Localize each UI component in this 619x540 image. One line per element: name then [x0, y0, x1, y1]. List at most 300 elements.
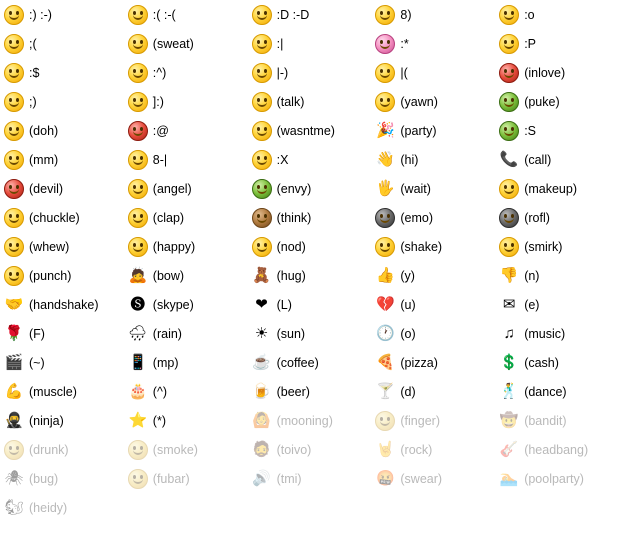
thumbsdown-icon: 👎	[499, 267, 519, 284]
mouth-shape	[257, 71, 267, 78]
emoticon-label: :@	[152, 123, 169, 138]
emoticon-item[interactable]	[248, 58, 372, 87]
emoticon-label: (shake)	[400, 239, 443, 254]
emoticon-label: :S	[524, 123, 536, 138]
emoticon-label: (d)	[400, 384, 416, 399]
emoticon-label: (u)	[400, 297, 416, 312]
emoticon-item[interactable]	[124, 377, 248, 406]
emoticon-item[interactable]	[0, 464, 124, 493]
mail-icon: ✉	[502, 296, 516, 313]
lipssealed-icon	[252, 150, 272, 170]
emoticon-item[interactable]	[248, 0, 372, 29]
emoticon-label: :X	[276, 152, 289, 167]
emoticon-item[interactable]	[371, 58, 495, 87]
emoticon-item[interactable]	[495, 406, 619, 435]
mouth-shape	[257, 13, 267, 20]
mouth-shape	[133, 216, 143, 223]
mouth-shape	[133, 42, 143, 49]
mouth-shape	[9, 13, 19, 20]
emoticon-item[interactable]	[371, 203, 495, 232]
emoticon-item[interactable]	[124, 0, 248, 29]
emoticon-label: (muscle)	[29, 384, 77, 399]
emoticon-item[interactable]	[371, 435, 495, 464]
emoticon-item[interactable]	[124, 232, 248, 261]
mouth-shape	[380, 100, 390, 107]
emoticon-label: (fubar)	[152, 471, 190, 486]
nod-icon	[252, 237, 272, 257]
emoticon-item[interactable]	[248, 319, 372, 348]
coffee-icon: ☕	[252, 354, 271, 371]
mouth-shape	[380, 419, 390, 426]
mouth-shape	[504, 216, 514, 223]
emoticon-label: (think)	[276, 210, 312, 225]
emoticon-label: (o)	[400, 326, 416, 341]
emoticon-label: :^)	[152, 65, 167, 80]
fubar-icon	[128, 469, 148, 489]
emoticon-item[interactable]	[495, 290, 619, 319]
mouth-shape	[9, 129, 19, 136]
emoticon-label: (heidy)	[29, 500, 68, 515]
emoticon-label: (bug)	[29, 471, 59, 486]
emoticon-label: (call)	[524, 152, 552, 167]
bigsmile-icon	[252, 5, 272, 25]
brokenheart-icon: 💔	[376, 296, 395, 313]
emoticon-label: (smirk)	[524, 239, 563, 254]
cake-icon: 🎂	[128, 383, 148, 400]
tmi-icon: 🔊	[252, 470, 271, 487]
emoticon-label: (~)	[29, 355, 45, 370]
emoticon-label: |-)	[276, 65, 289, 80]
emoticon-label: (cash)	[524, 355, 559, 370]
emoticon-item[interactable]	[495, 174, 619, 203]
emoticon-item[interactable]	[495, 377, 619, 406]
swear-icon: 🤬	[376, 470, 395, 487]
emoticon-item[interactable]	[0, 348, 124, 377]
emoticon-label: (chuckle)	[29, 210, 80, 225]
emoticon-item[interactable]	[495, 0, 619, 29]
emoticon-item[interactable]	[248, 174, 372, 203]
emoticon-item[interactable]	[248, 435, 372, 464]
emoticon-label: (hug)	[276, 268, 306, 283]
film-icon: 🎬	[4, 354, 24, 371]
emoticon-item[interactable]	[0, 319, 124, 348]
emoticon-label: (party)	[400, 123, 437, 138]
emoticon-label: (toivo)	[276, 442, 312, 457]
emoticon-item[interactable]	[0, 261, 124, 290]
emoticon-label: (smoke)	[152, 442, 198, 457]
headbang-icon: 🎸	[499, 441, 519, 458]
mouth-shape	[257, 187, 267, 194]
mouth-shape	[504, 245, 514, 252]
tongueout-icon	[499, 34, 519, 54]
clock-icon: 🕐	[376, 325, 395, 342]
muscle-icon: 💪	[4, 383, 24, 400]
emoticon-label: (mp)	[152, 355, 179, 370]
emoticon-item[interactable]	[0, 435, 124, 464]
emoticon-item[interactable]	[371, 261, 495, 290]
emoticon-item[interactable]	[495, 232, 619, 261]
smoke-icon	[128, 440, 148, 460]
rock-icon: 🤘	[376, 441, 395, 458]
emoticon-item[interactable]	[0, 290, 124, 319]
mouth-shape	[133, 13, 143, 20]
emoticon-item[interactable]	[124, 58, 248, 87]
emoticon-label: (wait)	[400, 181, 431, 196]
worried-icon	[499, 121, 519, 141]
emoticon-item[interactable]	[248, 261, 372, 290]
mouth-shape	[133, 245, 143, 252]
mouth-shape	[9, 274, 19, 281]
mouth-shape	[257, 129, 267, 136]
emoticon-item[interactable]	[0, 0, 124, 29]
bow-icon: 🙇	[128, 267, 148, 284]
mouth-shape	[504, 71, 514, 78]
mmm-icon	[4, 150, 24, 170]
mouth-shape	[133, 158, 143, 165]
emoticon-label: ]:)	[152, 94, 164, 109]
emoticon-label: (tmi)	[276, 471, 302, 486]
heidy-icon: 🐿	[4, 499, 24, 516]
emoticon-item[interactable]	[248, 464, 372, 493]
emoticon-item[interactable]	[248, 29, 372, 58]
call-icon: 📞	[499, 151, 519, 168]
emoticon-item[interactable]	[248, 290, 372, 319]
rain-icon: 🌧	[128, 325, 148, 342]
emoticon-label: :*	[400, 36, 409, 51]
emoticon-item[interactable]	[0, 145, 124, 174]
emoticon-label: (bow)	[152, 268, 185, 283]
emoticon-item[interactable]	[124, 145, 248, 174]
emoticon-item[interactable]	[371, 464, 495, 493]
mouth-shape	[133, 477, 143, 484]
mouth-shape	[504, 13, 514, 20]
shake-icon	[375, 237, 395, 257]
punch-icon	[4, 266, 24, 286]
mouth-shape	[504, 100, 514, 107]
emoticon-item[interactable]	[0, 58, 124, 87]
emoticon-item[interactable]	[0, 87, 124, 116]
emoticon-label: :|	[276, 36, 284, 51]
mouth-shape	[133, 448, 143, 455]
emoticon-item[interactable]	[371, 232, 495, 261]
emoticon-label: (puke)	[524, 94, 560, 109]
skype-icon: 🅢	[130, 296, 146, 313]
think-icon	[252, 208, 272, 228]
emoticon-item[interactable]	[124, 464, 248, 493]
clap-icon	[128, 208, 148, 228]
emoticon-label: 8)	[400, 7, 412, 22]
mouth-shape	[380, 13, 390, 20]
bandit-icon: 🤠	[499, 412, 519, 429]
drunk-icon	[4, 440, 24, 460]
mouth-shape	[9, 100, 19, 107]
emoticon-label: (happy)	[152, 239, 196, 254]
emoticon-item[interactable]	[124, 87, 248, 116]
emoticon-label: (ninja)	[29, 413, 64, 428]
envy-icon	[252, 179, 272, 199]
mouth-shape	[9, 71, 19, 78]
star-icon: ⭐	[128, 412, 148, 429]
whew-icon	[4, 237, 24, 257]
emoticon-label: (skype)	[152, 297, 194, 312]
emoticon-item[interactable]	[371, 0, 495, 29]
makeup-icon	[499, 179, 519, 199]
emoticon-item[interactable]	[495, 29, 619, 58]
emoticon-item[interactable]	[371, 145, 495, 174]
mouth-shape	[9, 42, 19, 49]
mobile-icon: 📱	[128, 354, 148, 371]
mouth-shape	[257, 100, 267, 107]
emoticon-item[interactable]	[124, 290, 248, 319]
wondering-icon	[128, 63, 148, 83]
emoticon-item[interactable]	[495, 348, 619, 377]
thumbsup-icon: 👍	[376, 267, 395, 284]
emoticon-label: (devil)	[29, 181, 64, 196]
emoticon-label: (pizza)	[400, 355, 438, 370]
emoticon-label: (nod)	[276, 239, 306, 254]
sleepy-icon	[252, 63, 272, 83]
emoticon-label: (clap)	[152, 210, 185, 225]
puke-icon	[499, 92, 519, 112]
emoticon-item[interactable]	[0, 406, 124, 435]
mouth-shape	[9, 158, 19, 165]
mouth-shape	[257, 245, 267, 252]
emoticon-item[interactable]	[495, 145, 619, 174]
emoticon-label: (dance)	[524, 384, 567, 399]
doh-icon	[4, 121, 24, 141]
sun-icon: ☀	[254, 325, 269, 342]
emoticon-item[interactable]	[371, 406, 495, 435]
emoticon-label: (rofl)	[524, 210, 550, 225]
emoticon-item[interactable]	[371, 348, 495, 377]
mouth-shape	[9, 216, 19, 223]
emoticon-item[interactable]	[495, 464, 619, 493]
emoticon-label: (n)	[524, 268, 540, 283]
poolparty-icon: 🏊	[499, 470, 519, 487]
emoticon-item[interactable]	[248, 203, 372, 232]
mouth-shape	[504, 129, 514, 136]
emoticon-item[interactable]	[0, 29, 124, 58]
cool-icon	[375, 5, 395, 25]
emoticon-label: (y)	[400, 268, 415, 283]
yawn-icon	[375, 92, 395, 112]
mouth-shape	[9, 245, 19, 252]
handshake-icon: 🤝	[4, 296, 24, 313]
mouth-shape	[380, 216, 390, 223]
drink-icon: 🍸	[376, 383, 395, 400]
emoticon-label: (punch)	[29, 268, 72, 283]
mooning-icon: 🙆	[252, 412, 271, 429]
emoticon-item[interactable]	[0, 174, 124, 203]
emoticon-label: (doh)	[29, 123, 59, 138]
emoticon-item[interactable]	[495, 58, 619, 87]
emoticon-label: (F)	[29, 326, 45, 341]
rofl-icon	[499, 208, 519, 228]
emoticon-item[interactable]	[248, 145, 372, 174]
emoticon-item[interactable]	[248, 87, 372, 116]
mouth-shape	[9, 187, 19, 194]
emoticon-label: (swear)	[400, 471, 443, 486]
surprised-icon	[499, 5, 519, 25]
emoticon-label: (sweat)	[152, 36, 194, 51]
emoticon-label: (emo)	[400, 210, 434, 225]
emoticon-label: (poolparty)	[524, 471, 584, 486]
emoticon-item[interactable]	[124, 348, 248, 377]
wait-icon: 🖐	[376, 180, 395, 197]
emoticon-label: :$	[29, 65, 40, 80]
emoticon-item[interactable]	[371, 116, 495, 145]
angel-icon	[128, 179, 148, 199]
emoticon-label: (mm)	[29, 152, 59, 167]
emoticon-item[interactable]	[248, 232, 372, 261]
emoticon-item[interactable]	[0, 116, 124, 145]
emoticon-item[interactable]	[0, 232, 124, 261]
emoticon-item[interactable]	[124, 406, 248, 435]
heart-icon: ❤	[255, 296, 268, 313]
emoticon-label: (headbang)	[524, 442, 589, 457]
mouth-shape	[504, 187, 514, 194]
emo-icon	[375, 208, 395, 228]
emoticon-label: (angel)	[152, 181, 192, 196]
devil-icon	[4, 179, 24, 199]
emoticon-label: (talk)	[276, 94, 305, 109]
sad-icon	[128, 5, 148, 25]
emoticon-item[interactable]	[495, 261, 619, 290]
emoticon-label: :D :-D	[276, 7, 310, 22]
kiss-icon	[375, 34, 395, 54]
cry-icon	[4, 34, 24, 54]
inlove-icon	[499, 63, 519, 83]
emoticon-item[interactable]	[124, 29, 248, 58]
emoticon-label: (*)	[152, 413, 166, 428]
smirk-icon	[499, 237, 519, 257]
emoticon-label: :( :-(	[152, 7, 176, 22]
ninja-icon: 🥷	[4, 412, 24, 429]
cash-icon: 💲	[499, 354, 519, 371]
mouth-shape	[9, 448, 19, 455]
emoticon-label: (rain)	[152, 326, 182, 341]
flower-icon: 🌹	[4, 325, 24, 342]
emoticon-item[interactable]	[248, 116, 372, 145]
emoticon-item[interactable]	[495, 116, 619, 145]
sweat-icon	[128, 34, 148, 54]
emoticon-item[interactable]	[248, 406, 372, 435]
evilgrin-icon	[128, 92, 148, 112]
emoticon-item[interactable]	[495, 87, 619, 116]
mouth-shape	[380, 245, 390, 252]
emoticon-label: (^)	[152, 384, 167, 399]
emoticon-item[interactable]	[371, 29, 495, 58]
emoticon-label: (rock)	[400, 442, 433, 457]
emoticon-item[interactable]	[495, 435, 619, 464]
emoticon-item[interactable]	[124, 435, 248, 464]
dull-icon	[375, 63, 395, 83]
hi-icon: 👋	[376, 151, 395, 168]
emoticon-label: (inlove)	[524, 65, 566, 80]
dance-icon: 🕺	[499, 383, 519, 400]
mouth-shape	[133, 187, 143, 194]
emoticon-label: 8-|	[152, 152, 168, 167]
emoticon-label: ;)	[29, 94, 37, 109]
emoticon-label: (bandit)	[524, 413, 567, 428]
emoticon-item[interactable]	[371, 290, 495, 319]
emoticon-item[interactable]	[495, 319, 619, 348]
mouth-shape	[257, 216, 267, 223]
emoticon-label: (drunk)	[29, 442, 69, 457]
emoticon-item[interactable]	[371, 174, 495, 203]
emoticon-label: :) :-)	[29, 7, 52, 22]
wink-icon	[4, 92, 24, 112]
emoticon-label: (yawn)	[400, 94, 438, 109]
emoticon-item[interactable]	[371, 319, 495, 348]
emoticon-label: (L)	[276, 297, 292, 312]
mouth-shape	[133, 71, 143, 78]
happy-icon	[128, 237, 148, 257]
emoticon-label: (music)	[524, 326, 566, 341]
wasntme-icon	[252, 121, 272, 141]
mouth-shape	[257, 158, 267, 165]
emoticon-label: (beer)	[276, 384, 310, 399]
talk-icon	[252, 92, 272, 112]
nerd-icon	[128, 150, 148, 170]
mouth-shape	[257, 42, 267, 49]
mouth-shape	[504, 42, 514, 49]
music-icon: ♫	[503, 325, 515, 342]
emoticon-item[interactable]	[0, 377, 124, 406]
emoticon-label: (coffee)	[276, 355, 319, 370]
emoticon-item[interactable]	[248, 377, 372, 406]
emoticon-label: (envy)	[276, 181, 312, 196]
beer-icon: 🍺	[252, 383, 271, 400]
emoticon-item[interactable]	[371, 377, 495, 406]
emoticon-label: (whew)	[29, 239, 70, 254]
smile-icon	[4, 5, 24, 25]
angry-icon	[128, 121, 148, 141]
emoticon-label: (handshake)	[29, 297, 99, 312]
emoticon-item[interactable]	[124, 116, 248, 145]
party-icon: 🎉	[376, 122, 395, 139]
mouth-shape	[133, 129, 143, 136]
emoticon-label: (mooning)	[276, 413, 333, 428]
emoticon-label: (e)	[524, 297, 540, 312]
emoticon-label: ;(	[29, 36, 37, 51]
emoticon-item[interactable]	[124, 261, 248, 290]
mouth-shape	[380, 71, 390, 78]
blush-icon	[4, 63, 24, 83]
emoticon-label: (makeup)	[524, 181, 577, 196]
emoticon-item[interactable]	[124, 319, 248, 348]
emoticon-item[interactable]	[124, 203, 248, 232]
mouth-shape	[380, 42, 390, 49]
pizza-icon: 🍕	[376, 354, 395, 371]
emoticon-item[interactable]	[495, 203, 619, 232]
emoticon-item[interactable]	[248, 348, 372, 377]
mouth-shape	[133, 100, 143, 107]
emoticon-label: |(	[400, 65, 408, 80]
emoticon-label: (finger)	[400, 413, 440, 428]
emoticon-label: (wasntme)	[276, 123, 335, 138]
emoticon-label: (hi)	[400, 152, 419, 167]
chuckle-icon	[4, 208, 24, 228]
finger-icon	[375, 411, 395, 431]
emoticon-item[interactable]	[124, 174, 248, 203]
bug-icon: 🕷	[4, 470, 24, 487]
emoticon-item[interactable]	[371, 87, 495, 116]
toivo-icon: 🧔	[252, 441, 271, 458]
emoticon-item[interactable]	[0, 203, 124, 232]
emoticon-item[interactable]	[0, 493, 124, 522]
emoticon-label: :P	[524, 36, 536, 51]
